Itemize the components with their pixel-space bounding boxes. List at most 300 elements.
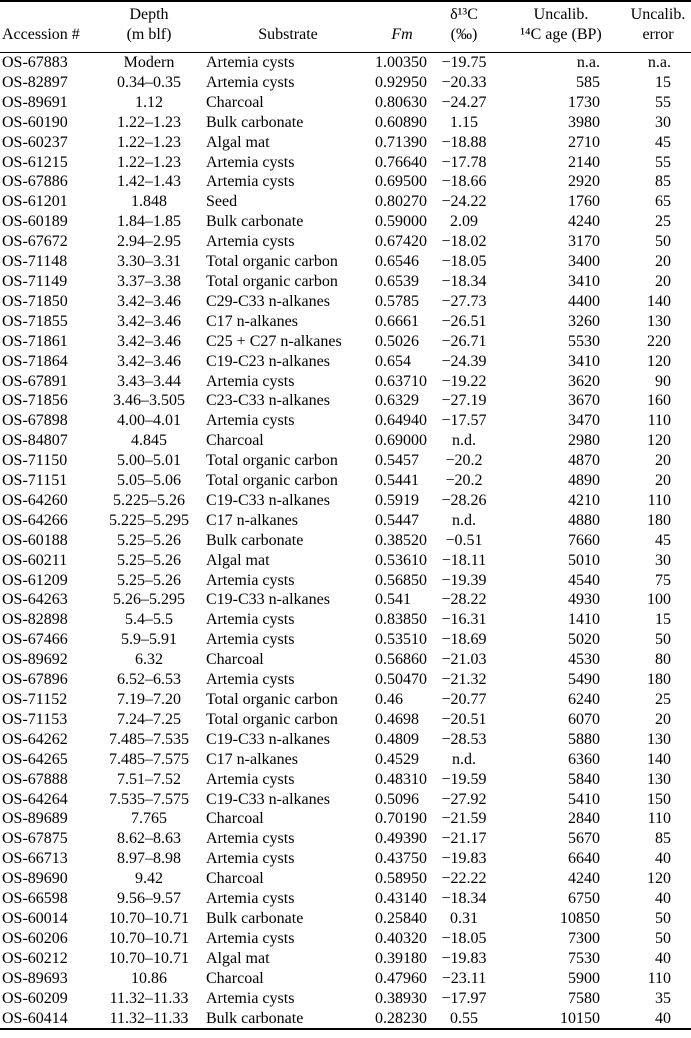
- cell-age: 3400: [568, 253, 600, 271]
- cell-accession: OS-60189: [2, 213, 68, 231]
- cell-d13c: −27.92: [441, 790, 487, 808]
- cell-substrate: Bulk carbonate: [206, 213, 304, 231]
- header-delta13c: [431, 1, 497, 53]
- cell-fm: 0.25840: [375, 909, 427, 927]
- cell-accession: OS-89689: [2, 810, 68, 828]
- cell-age: 3410: [568, 352, 600, 370]
- cell-depth: 1.42–1.43: [117, 173, 181, 191]
- cell-error: 45: [655, 531, 671, 549]
- cell-d13c: −21.32: [441, 671, 487, 689]
- cell-accession: OS-89690: [2, 870, 68, 888]
- cell-age: 1760: [568, 193, 600, 211]
- cell-age: 5020: [568, 631, 600, 649]
- cell-error: 20: [655, 472, 671, 490]
- cell-d13c: −19.22: [441, 372, 487, 390]
- cell-depth: 6.52–6.53: [117, 671, 181, 689]
- cell-error: 30: [655, 551, 671, 569]
- cell-age: 4930: [568, 591, 600, 609]
- table-row: [0, 411, 691, 431]
- cell-error: 100: [647, 591, 671, 609]
- cell-substrate: C19-C23 n-alkanes: [206, 352, 330, 370]
- cell-fm: 0.50470: [375, 671, 427, 689]
- cell-depth: 1.22–1.23: [117, 133, 181, 151]
- table-row: [0, 491, 691, 511]
- cell-substrate: Artemia cysts: [206, 890, 295, 908]
- cell-fm: 0.56860: [375, 651, 427, 669]
- table-row: [0, 292, 691, 312]
- cell-d13c: −20.51: [441, 710, 487, 728]
- cell-error: 110: [647, 491, 671, 509]
- cell-depth: 5.00–5.01: [117, 452, 181, 470]
- cell-substrate: C17 n-alkanes: [206, 750, 298, 768]
- table-row: [0, 192, 691, 212]
- cell-fm: 0.5026: [375, 332, 419, 350]
- cell-d13c: −24.39: [441, 352, 487, 370]
- cell-age: 3260: [568, 312, 600, 330]
- cell-fm: 0.56850: [375, 571, 427, 589]
- table-row: [0, 750, 691, 770]
- cell-depth: 3.42–3.46: [117, 312, 181, 330]
- table-row: [0, 332, 691, 352]
- cell-age: 5900: [568, 969, 600, 987]
- header-fm-label: Fm: [391, 25, 413, 43]
- cell-error: 150: [647, 790, 671, 808]
- cell-age: 2140: [568, 153, 600, 171]
- table-row: [0, 770, 691, 790]
- table-row: [0, 73, 691, 93]
- cell-depth: 5.4–5.5: [125, 611, 173, 629]
- cell-age: 6750: [568, 890, 600, 908]
- cell-substrate: Artemia cysts: [206, 153, 295, 171]
- cell-accession: OS-71850: [2, 292, 68, 310]
- table-row: [0, 571, 691, 591]
- cell-depth: 7.535–7.575: [109, 790, 189, 808]
- cell-substrate: Artemia cysts: [206, 830, 295, 848]
- cell-d13c: −16.31: [441, 611, 487, 629]
- cell-accession: OS-71861: [2, 332, 68, 350]
- cell-substrate: Artemia cysts: [206, 571, 295, 589]
- cell-fm: 0.28230: [375, 1009, 427, 1027]
- cell-substrate: Total organic carbon: [206, 710, 338, 728]
- cell-age: 10850: [560, 909, 600, 927]
- cell-error: 15: [655, 611, 671, 629]
- cell-fm: 0.46: [375, 691, 403, 708]
- cell-accession: OS-67883: [2, 54, 68, 71]
- header-depth: [95, 1, 203, 53]
- cell-age: 2840: [568, 810, 600, 828]
- cell-substrate: Artemia cysts: [206, 850, 295, 868]
- cell-depth: 10.70–10.71: [109, 929, 189, 947]
- cell-d13c: n.d.: [452, 750, 476, 768]
- cell-age: 6360: [568, 750, 600, 768]
- cell-depth: 8.97–8.98: [117, 850, 181, 868]
- cell-depth: 3.37–3.38: [117, 272, 181, 290]
- cell-substrate: Algal mat: [206, 133, 270, 151]
- cell-accession: OS-67888: [2, 770, 68, 788]
- cell-accession: OS-67898: [2, 412, 68, 430]
- cell-error: 55: [655, 153, 671, 171]
- table-row: [0, 133, 691, 153]
- cell-d13c: −0.51: [445, 531, 483, 549]
- table-header: [0, 1, 691, 53]
- header-uncalibrated-age: [497, 1, 625, 53]
- cell-fm: 0.654: [375, 352, 411, 370]
- cell-error: 85: [655, 830, 671, 848]
- cell-accession: OS-60211: [2, 551, 68, 569]
- cell-error: 130: [647, 312, 671, 330]
- cell-error: 110: [647, 412, 671, 430]
- cell-error: 130: [647, 730, 671, 748]
- cell-fm: 0.83850: [375, 611, 427, 629]
- cell-depth: 7.19–7.20: [117, 691, 181, 708]
- cell-fm: 0.53610: [375, 551, 427, 569]
- cell-d13c: −23.11: [441, 969, 487, 987]
- table-row: [0, 172, 691, 192]
- cell-depth: 5.05–5.06: [117, 472, 181, 490]
- cell-depth: 7.485–7.535: [109, 730, 189, 748]
- cell-accession: OS-64262: [2, 730, 68, 748]
- cell-fm: 0.59000: [375, 213, 427, 231]
- table-row: [0, 650, 691, 670]
- cell-error: 130: [647, 770, 671, 788]
- cell-depth: 10.70–10.71: [109, 949, 189, 967]
- cell-depth: 7.51–7.52: [117, 770, 181, 788]
- cell-d13c: −17.97: [441, 989, 487, 1007]
- header-row: [0, 1, 691, 53]
- table-row: [0, 610, 691, 630]
- cell-substrate: Bulk carbonate: [206, 113, 304, 131]
- cell-d13c: −24.27: [441, 93, 487, 111]
- cell-age: 6070: [568, 710, 600, 728]
- cell-error: 20: [655, 253, 671, 271]
- cell-d13c: −18.02: [441, 233, 487, 251]
- cell-depth: 10.70–10.71: [109, 909, 189, 927]
- header-uncalibrated-error-line2: error: [642, 25, 674, 43]
- cell-depth: 7.485–7.575: [109, 750, 189, 768]
- header-uncalibrated-age-line2: ¹⁴C age (BP): [520, 25, 602, 43]
- cell-substrate: Seed: [206, 193, 238, 211]
- table-row: [0, 391, 691, 411]
- header-fm: [373, 1, 431, 53]
- cell-age: 5670: [568, 830, 600, 848]
- table-row: [0, 352, 691, 372]
- header-delta13c-label-line2: (‰): [450, 25, 478, 43]
- cell-substrate: C17 n-alkanes: [206, 312, 298, 330]
- cell-accession: OS-84807: [2, 432, 68, 450]
- cell-depth: 3.42–3.46: [117, 332, 181, 350]
- cell-fm: 0.43750: [375, 850, 427, 868]
- cell-depth: 11.32–11.33: [109, 989, 189, 1007]
- cell-error: 15: [655, 73, 671, 91]
- cell-substrate: Artemia cysts: [206, 54, 295, 71]
- cell-depth: 5.225–5.295: [109, 511, 189, 529]
- cell-age: 5880: [568, 730, 600, 748]
- cell-d13c: −20.2: [445, 452, 483, 470]
- cell-fm: 0.40320: [375, 929, 427, 947]
- cell-accession: OS-82898: [2, 611, 68, 629]
- table-row: [0, 232, 691, 252]
- cell-error: 120: [647, 432, 671, 450]
- cell-d13c: −18.05: [441, 253, 487, 271]
- cell-fm: 0.4809: [375, 730, 419, 748]
- cell-d13c: 2.09: [450, 213, 478, 231]
- table-row: [0, 153, 691, 173]
- cell-depth: 1.848: [131, 193, 167, 211]
- table-row: [0, 511, 691, 531]
- table-row: [0, 53, 691, 73]
- cell-error: 40: [655, 890, 671, 908]
- cell-substrate: Total organic carbon: [206, 472, 338, 490]
- cell-d13c: −28.53: [441, 730, 487, 748]
- cell-d13c: −18.11: [441, 551, 487, 569]
- cell-fm: 0.5447: [375, 511, 419, 529]
- cell-error: 180: [647, 671, 671, 689]
- header-accession-label: Accession #: [2, 25, 80, 43]
- header-uncalibrated-error-line1: Uncalib.: [630, 6, 686, 23]
- cell-substrate: C29-C33 n-alkanes: [206, 292, 330, 310]
- cell-d13c: −18.69: [441, 631, 487, 649]
- cell-accession: OS-60209: [2, 989, 68, 1007]
- cell-fm: 0.5096: [375, 790, 419, 808]
- cell-substrate: Total organic carbon: [206, 253, 338, 271]
- cell-substrate: Algal mat: [206, 949, 270, 967]
- cell-d13c: −21.59: [441, 810, 487, 828]
- table-row: [0, 690, 691, 710]
- cell-substrate: Artemia cysts: [206, 770, 295, 788]
- cell-depth: 4.00–4.01: [117, 412, 181, 430]
- cell-error: 45: [655, 133, 671, 151]
- cell-substrate: Artemia cysts: [206, 989, 295, 1007]
- cell-d13c: −20.2: [445, 472, 483, 490]
- cell-fm: 0.5457: [375, 452, 419, 470]
- table-row: [0, 710, 691, 730]
- cell-depth: 7.24–7.25: [117, 710, 181, 728]
- cell-substrate: Charcoal: [206, 651, 264, 669]
- cell-fm: 0.80270: [375, 193, 427, 211]
- table-row: [0, 372, 691, 392]
- cell-fm: 0.6329: [375, 392, 419, 410]
- cell-depth: 4.845: [131, 432, 167, 450]
- cell-depth: 7.765: [131, 810, 167, 828]
- cell-error: n.a.: [647, 54, 671, 71]
- header-depth-label-line2: (m blf): [126, 25, 172, 43]
- cell-age: 3980: [568, 113, 600, 131]
- cell-substrate: C25 + C27 n-alkanes: [206, 332, 342, 350]
- cell-depth: 9.42: [135, 870, 163, 888]
- cell-accession: OS-60212: [2, 949, 68, 967]
- table-row: [0, 551, 691, 571]
- cell-accession: OS-66598: [2, 890, 68, 908]
- cell-accession: OS-64266: [2, 511, 68, 529]
- cell-age: 4540: [568, 571, 600, 589]
- cell-fm: 0.92950: [375, 73, 427, 91]
- cell-d13c: 0.55: [450, 1009, 478, 1027]
- cell-fm: 0.69000: [375, 432, 427, 450]
- cell-age: 4400: [568, 292, 600, 310]
- cell-substrate: Bulk carbonate: [206, 909, 304, 927]
- cell-fm: 1.00350: [375, 54, 427, 71]
- table-row: [0, 929, 691, 949]
- cell-depth: 10.86: [131, 969, 167, 987]
- header-uncalibrated-age-line1: Uncalib.: [533, 6, 589, 23]
- cell-substrate: Bulk carbonate: [206, 531, 304, 549]
- cell-d13c: −26.51: [441, 312, 487, 330]
- table-row: [0, 212, 691, 232]
- cell-age: 4880: [568, 511, 600, 529]
- cell-error: 120: [647, 870, 671, 888]
- cell-depth: 1.22–1.23: [117, 113, 181, 131]
- cell-substrate: Artemia cysts: [206, 73, 295, 91]
- cell-depth: 2.94–2.95: [117, 233, 181, 251]
- cell-error: 50: [655, 909, 671, 927]
- cell-d13c: −19.83: [441, 850, 487, 868]
- cell-depth: 5.9–5.91: [121, 631, 177, 649]
- cell-age: 4870: [568, 452, 600, 470]
- cell-accession: OS-71149: [2, 272, 68, 290]
- cell-accession: OS-64265: [2, 750, 68, 768]
- cell-d13c: −28.26: [441, 491, 487, 509]
- cell-age: 2980: [568, 432, 600, 450]
- cell-d13c: −19.75: [441, 54, 487, 71]
- table-row: [0, 809, 691, 829]
- cell-age: 5490: [568, 671, 600, 689]
- cell-fm: 0.4698: [375, 710, 419, 728]
- cell-substrate: C19-C33 n-alkanes: [206, 591, 330, 609]
- cell-d13c: −27.73: [441, 292, 487, 310]
- cell-error: 25: [655, 213, 671, 231]
- cell-error: 80: [655, 651, 671, 669]
- cell-accession: OS-64260: [2, 491, 68, 509]
- cell-substrate: Artemia cysts: [206, 631, 295, 649]
- cell-depth: 3.43–3.44: [117, 372, 181, 390]
- table-row: [0, 869, 691, 889]
- cell-d13c: −18.34: [441, 890, 487, 908]
- cell-fm: 0.5441: [375, 472, 419, 490]
- cell-fm: 0.6546: [375, 253, 419, 271]
- cell-error: 35: [655, 989, 671, 1007]
- cell-accession: OS-71855: [2, 312, 68, 330]
- cell-age: 4530: [568, 651, 600, 669]
- cell-d13c: −18.34: [441, 272, 487, 290]
- cell-accession: OS-66713: [2, 850, 68, 868]
- cell-substrate: Charcoal: [206, 432, 264, 450]
- cell-fm: 0.49390: [375, 830, 427, 848]
- cell-d13c: −21.03: [441, 651, 487, 669]
- cell-age: 7580: [568, 989, 600, 1007]
- table-row: [0, 93, 691, 113]
- cell-error: 25: [655, 691, 671, 708]
- cell-d13c: 1.15: [450, 113, 478, 131]
- cell-substrate: Artemia cysts: [206, 233, 295, 251]
- cell-fm: 0.70190: [375, 810, 427, 828]
- cell-age: 6640: [568, 850, 600, 868]
- cell-substrate: Charcoal: [206, 870, 264, 888]
- cell-fm: 0.47960: [375, 969, 427, 987]
- cell-fm: 0.43140: [375, 890, 427, 908]
- cell-age: 4240: [568, 870, 600, 888]
- cell-accession: OS-60190: [2, 113, 68, 131]
- cell-error: 90: [655, 372, 671, 390]
- cell-fm: 0.80630: [375, 93, 427, 111]
- cell-d13c: −20.33: [441, 73, 487, 91]
- cell-age: 5410: [568, 790, 600, 808]
- cell-accession: OS-67875: [2, 830, 68, 848]
- cell-error: 220: [647, 332, 671, 350]
- table-row: [0, 989, 691, 1009]
- cell-accession: OS-71153: [2, 710, 68, 728]
- cell-depth: 1.12: [135, 93, 163, 111]
- cell-depth: 9.56–9.57: [117, 890, 181, 908]
- cell-fm: 0.53510: [375, 631, 427, 649]
- cell-substrate: Artemia cysts: [206, 412, 295, 430]
- cell-fm: 0.38930: [375, 989, 427, 1007]
- cell-accession: OS-71864: [2, 352, 68, 370]
- cell-accession: OS-67896: [2, 671, 68, 689]
- cell-accession: OS-71151: [2, 472, 68, 490]
- header-depth-label-line1: Depth: [129, 6, 169, 23]
- cell-age: 3620: [568, 372, 600, 390]
- cell-accession: OS-71856: [2, 392, 68, 410]
- cell-depth: 6.32: [135, 651, 163, 669]
- cell-accession: OS-89693: [2, 969, 68, 987]
- header-substrate-label: Substrate: [258, 25, 318, 43]
- cell-d13c: −19.39: [441, 571, 487, 589]
- cell-age: 4210: [568, 491, 600, 509]
- table-body: [0, 53, 691, 1030]
- table-row: [0, 531, 691, 551]
- cell-error: 140: [647, 750, 671, 768]
- cell-accession: OS-60014: [2, 909, 68, 927]
- table-row: [0, 471, 691, 491]
- cell-substrate: Artemia cysts: [206, 173, 295, 191]
- cell-depth: 3.42–3.46: [117, 292, 181, 310]
- cell-d13c: n.d.: [452, 511, 476, 529]
- cell-error: 110: [647, 969, 671, 987]
- cell-substrate: C19-C33 n-alkanes: [206, 790, 330, 808]
- cell-age: 1410: [568, 611, 600, 629]
- cell-substrate: Total organic carbon: [206, 452, 338, 470]
- cell-age: 3670: [568, 392, 600, 410]
- cell-d13c: −19.59: [441, 770, 487, 788]
- cell-age: 585: [576, 73, 600, 91]
- cell-d13c: −22.22: [441, 870, 487, 888]
- cell-error: 120: [647, 352, 671, 370]
- table-row: [0, 949, 691, 969]
- cell-error: 50: [655, 929, 671, 947]
- cell-d13c: −24.22: [441, 193, 487, 211]
- cell-fm: 0.6661: [375, 312, 419, 330]
- cell-substrate: Algal mat: [206, 551, 270, 569]
- cell-error: 160: [647, 392, 671, 410]
- cell-fm: 0.5919: [375, 491, 419, 509]
- cell-substrate: C19-C33 n-alkanes: [206, 491, 330, 509]
- cell-d13c: −18.88: [441, 133, 487, 151]
- table-row: [0, 451, 691, 471]
- cell-age: 1730: [568, 93, 600, 111]
- cell-error: 40: [655, 949, 671, 967]
- cell-age: 7530: [568, 949, 600, 967]
- table-row: [0, 969, 691, 989]
- cell-fm: 0.69500: [375, 173, 427, 191]
- cell-substrate: Artemia cysts: [206, 611, 295, 629]
- cell-age: 10150: [560, 1009, 600, 1027]
- cell-substrate: Total organic carbon: [206, 691, 338, 708]
- cell-substrate: C19-C33 n-alkanes: [206, 730, 330, 748]
- cell-fm: 0.67420: [375, 233, 427, 251]
- cell-accession: OS-71148: [2, 253, 68, 271]
- cell-age: 3410: [568, 272, 600, 290]
- cell-d13c: −20.77: [441, 691, 487, 708]
